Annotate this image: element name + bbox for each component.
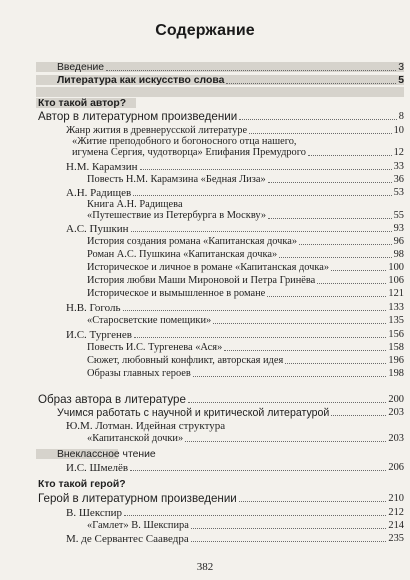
dot-leader (124, 515, 386, 516)
toc-entry-page: 55 (393, 210, 404, 221)
section-heading[interactable]: Кто такой герой? (38, 479, 126, 490)
toc-entry[interactable] (0, 110, 410, 123)
toc-entry-label: Сюжет, любовный конфликт, авторская идея (87, 355, 284, 366)
toc-entry[interactable] (0, 433, 410, 445)
toc-entry-page: 200 (388, 394, 404, 405)
toc-entry[interactable] (0, 174, 410, 186)
toc-entry-page: 135 (388, 315, 404, 326)
toc-entry-page: 8 (398, 111, 404, 122)
toc-entry[interactable] (0, 262, 410, 274)
dot-leader (188, 402, 386, 403)
subsection-heading[interactable]: Внеклассное чтение (57, 449, 156, 460)
toc-entry-label: Н.В. Гоголь (66, 302, 121, 314)
toc-entry[interactable] (0, 187, 410, 199)
dot-leader (106, 70, 396, 71)
toc-entry-label: «Гамлет» В. Шекспира (87, 520, 189, 531)
toc-entry[interactable] (0, 507, 410, 519)
toc-entry-label: И.С. Шмелёв (66, 462, 129, 474)
toc-entry-label: А.Н. Радищев (66, 187, 132, 199)
dot-leader (239, 119, 397, 120)
toc-entry[interactable] (0, 533, 410, 545)
toc-entry-label: Введение (57, 62, 105, 73)
toc-entry[interactable] (0, 62, 410, 74)
dot-leader (140, 169, 392, 170)
toc-entry-page: 198 (388, 368, 404, 379)
toc-entry-page: 36 (393, 174, 404, 185)
page-title: Содержание (155, 22, 255, 39)
toc-entry[interactable] (0, 368, 410, 380)
toc-entry-page: 210 (388, 493, 404, 504)
toc-entry-label: Жанр жития в древнерусской литературе (66, 125, 248, 136)
toc-entry-label: Историческое и вымышленное в романе (87, 288, 266, 299)
toc-entry-label: Образ автора в литературе (38, 393, 186, 406)
toc-entry-page: 100 (388, 262, 404, 273)
toc-entry-page: 106 (388, 275, 404, 286)
toc-entry-label: М. де Сервантес Сааведра (66, 533, 189, 545)
toc-entry[interactable] (0, 492, 410, 505)
toc-entry-label: «Капитанской дочки» (87, 433, 184, 444)
dot-leader (331, 415, 386, 416)
toc-entry-page: 158 (388, 342, 404, 353)
toc-entry-label: А.С. Пушкин (66, 223, 129, 235)
toc-entry[interactable] (0, 236, 410, 248)
toc-entry-page: 98 (393, 249, 404, 260)
dot-leader (279, 257, 391, 258)
toc-entry-label: «Старосветские помещики» (87, 315, 212, 326)
dot-leader (249, 133, 392, 134)
toc-entry[interactable] (0, 275, 410, 287)
toc-entry-label: Н.М. Карамзин (66, 161, 138, 173)
toc-entry-label: Повесть Н.М. Карамзина «Бедная Лиза» (87, 174, 266, 185)
toc-entry-page: 33 (393, 161, 404, 172)
dot-leader (131, 231, 392, 232)
toc-entry-page: 212 (388, 507, 404, 518)
toc-entry-continuation[interactable]: Ю.М. Лотман. Идейная структура (66, 420, 226, 432)
toc-entry-page: 214 (388, 520, 404, 531)
toc-entry-label: Литература как искусство слова (57, 75, 225, 86)
toc-entry-page: 235 (388, 533, 404, 544)
dot-leader (285, 363, 386, 364)
toc-entry[interactable] (0, 161, 410, 173)
toc-entry[interactable] (0, 342, 410, 354)
toc-entry-page: 133 (388, 302, 404, 313)
dot-leader (134, 337, 386, 338)
toc-entry[interactable] (0, 302, 410, 314)
dot-leader (123, 310, 387, 311)
toc-entry-page: 196 (388, 355, 404, 366)
toc-entry-page: 156 (388, 329, 404, 340)
toc-entry-page: 3 (398, 62, 404, 73)
toc-entry[interactable] (0, 393, 410, 406)
toc-entry-label: История создания романа «Капитанская дочка» (87, 236, 298, 247)
toc-entry[interactable] (0, 147, 410, 159)
toc-entry-page: 203 (388, 433, 404, 444)
dot-leader (191, 541, 387, 542)
toc-entry-continuation[interactable]: Книга А.Н. Радищева (87, 199, 183, 210)
toc-entry-page: 206 (388, 462, 404, 473)
dot-leader (213, 323, 386, 324)
dot-leader (308, 155, 392, 156)
dot-leader (185, 441, 386, 442)
dot-leader (130, 470, 386, 471)
toc-entry-label: Герой в литературном произведении (38, 492, 237, 505)
toc-entry-label: Учимся работать с научной и критической литературой (57, 407, 330, 419)
dot-leader (299, 244, 392, 245)
toc-entry[interactable] (0, 288, 410, 300)
toc-entry-label: игумена Сергия, чудотворца» Епифания Премудрого (72, 147, 306, 158)
toc-entry-label: Роман А.С. Пушкина «Капитанская дочка» (87, 249, 278, 260)
dot-leader (226, 83, 396, 84)
toc-entry[interactable] (0, 210, 410, 222)
shade-bar (36, 87, 404, 97)
toc-entry-continuation[interactable]: «Житие преподобного и богоносного отца нашего, (72, 136, 297, 147)
dot-leader (191, 528, 387, 529)
page-number: 382 (196, 561, 214, 573)
dot-leader (268, 218, 392, 219)
toc-entry-label: История любви Маши Мироновой и Петра Гринёва (87, 275, 316, 286)
toc-entry-label: В. Шекспир (66, 507, 123, 519)
toc-entry-page: 12 (393, 147, 404, 158)
toc-entry[interactable] (0, 520, 410, 532)
toc-entry-page: 121 (388, 288, 404, 299)
toc-entry[interactable] (0, 315, 410, 327)
toc-entry-page: 53 (393, 187, 404, 198)
toc-entry-label: «Путешествие из Петербурга в Москву» (87, 210, 267, 221)
dot-leader (317, 283, 386, 284)
dot-leader (133, 195, 391, 196)
toc-entry-label: Историческое и личное в романе «Капитанская дочка» (87, 262, 330, 273)
toc-entry-page: 5 (398, 75, 404, 86)
dot-leader (224, 350, 386, 351)
toc-entry-page: 96 (393, 236, 404, 247)
toc-entry-page: 10 (393, 125, 404, 136)
toc-entry-label: И.С. Тургенев (66, 329, 132, 341)
toc-entry-label: Повесть И.С. Тургенева «Ася» (87, 342, 223, 353)
toc-entry-page: 93 (393, 223, 404, 234)
toc-entry[interactable] (0, 462, 410, 474)
toc-entry-page: 203 (388, 407, 404, 418)
dot-leader (268, 182, 392, 183)
dot-leader (193, 376, 387, 377)
toc-entry[interactable] (0, 407, 410, 419)
dot-leader (239, 501, 387, 502)
toc-entry[interactable] (0, 249, 410, 261)
toc-entry-label: Автор в литературном произведении (38, 110, 238, 123)
toc-entry-label: Образы главных героев (87, 368, 191, 379)
toc-entry[interactable] (0, 223, 410, 235)
toc-entry[interactable] (0, 329, 410, 341)
dot-leader (331, 270, 386, 271)
section-heading[interactable]: Кто такой автор? (38, 98, 127, 109)
dot-leader (267, 296, 386, 297)
toc-entry[interactable] (0, 355, 410, 367)
toc-entry[interactable] (0, 75, 410, 87)
